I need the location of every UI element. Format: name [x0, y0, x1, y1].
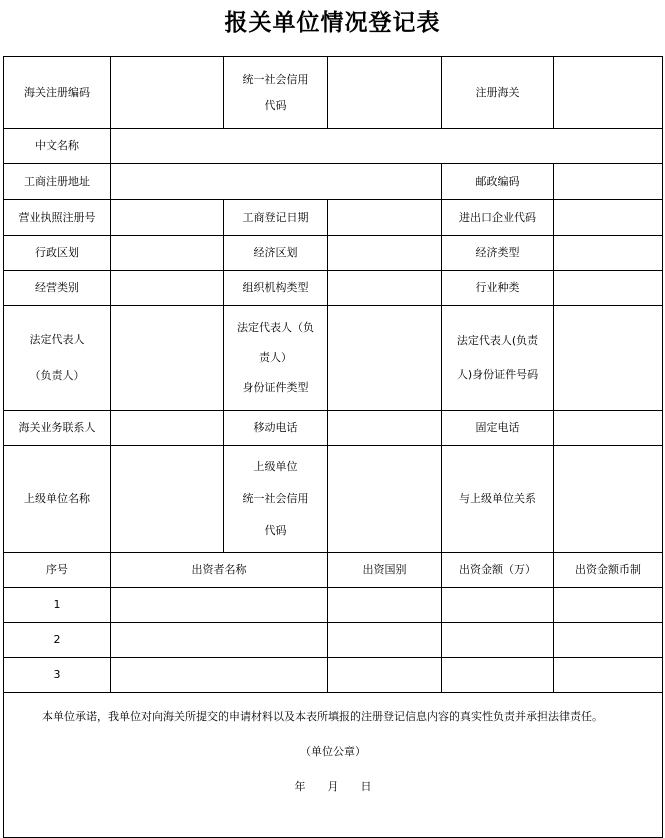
- label-operation-type: 经营类别: [4, 271, 111, 306]
- label-biz-address: 工商注册地址: [4, 164, 111, 200]
- field-investor-name[interactable]: [111, 623, 328, 658]
- label-landline: 固定电话: [442, 411, 554, 446]
- header-currency: 出资金额币制: [554, 553, 663, 588]
- field-currency[interactable]: [554, 623, 663, 658]
- field-mobile[interactable]: [328, 411, 442, 446]
- field-investor-name[interactable]: [111, 658, 328, 693]
- pledge-text: 本单位承诺，我单位对向海关所提交的申请材料以及本表所填报的注册登记信息内容的真实性负责并承担法律责任。: [42, 710, 603, 723]
- label-legal-rep: 法定代表人 （负责人）: [4, 306, 111, 411]
- field-parent-credit-code[interactable]: [328, 446, 442, 553]
- label-chinese-name: 中文名称: [4, 129, 111, 164]
- table-row: [4, 588, 663, 623]
- label-credit-code: 统一社会信用 代码: [224, 57, 328, 129]
- date-label: 年 月 日: [294, 780, 372, 793]
- header-amount: 出资金额（万）: [442, 553, 554, 588]
- table-row: [4, 623, 663, 658]
- field-postal-code[interactable]: [554, 164, 663, 200]
- field-amount[interactable]: [442, 623, 554, 658]
- field-amount[interactable]: [442, 588, 554, 623]
- field-currency[interactable]: [554, 588, 663, 623]
- label-postal-code: 邮政编码: [442, 164, 554, 200]
- field-parent-relation[interactable]: [554, 446, 663, 553]
- label-parent-name: 上级单位名称: [4, 446, 111, 553]
- row-seq: 1: [4, 588, 111, 623]
- field-country[interactable]: [328, 658, 442, 693]
- pledge-section: [4, 693, 663, 838]
- field-landline[interactable]: [554, 411, 663, 446]
- label-legal-rep-id-type: 法定代表人（负 责人） 身份证件类型: [224, 306, 328, 411]
- seal-label: （单位公章）: [300, 745, 366, 758]
- field-reg-customs[interactable]: [554, 57, 663, 129]
- field-parent-name[interactable]: [111, 446, 224, 553]
- label-parent-relation: 与上级单位关系: [442, 446, 554, 553]
- label-contact: 海关业务联系人: [4, 411, 111, 446]
- header-investor-name: 出资者名称: [111, 553, 328, 588]
- field-legal-rep[interactable]: [111, 306, 224, 411]
- field-amount[interactable]: [442, 658, 554, 693]
- row-seq: 2: [4, 623, 111, 658]
- field-org-type[interactable]: [328, 271, 442, 306]
- field-license-no[interactable]: [111, 200, 224, 236]
- field-legal-rep-id-type[interactable]: [328, 306, 442, 411]
- field-country[interactable]: [328, 623, 442, 658]
- table-row: [4, 658, 663, 693]
- field-legal-rep-id-no[interactable]: [554, 306, 663, 411]
- label-admin-region: 行政区划: [4, 236, 111, 271]
- field-econ-type[interactable]: [554, 236, 663, 271]
- field-admin-region[interactable]: [111, 236, 224, 271]
- label-econ-region: 经济区划: [224, 236, 328, 271]
- registration-form: [3, 56, 663, 838]
- label-mobile: 移动电话: [224, 411, 328, 446]
- label-parent-credit-code: 上级单位 统一社会信用 代码: [224, 446, 328, 553]
- field-econ-region[interactable]: [328, 236, 442, 271]
- label-industry: 行业种类: [442, 271, 554, 306]
- label-econ-type: 经济类型: [442, 236, 554, 271]
- label-customs-reg-code: 海关注册编码: [4, 57, 111, 129]
- field-customs-reg-code[interactable]: [111, 57, 224, 129]
- field-credit-code[interactable]: [328, 57, 442, 129]
- label-ie-code: 进出口企业代码: [442, 200, 554, 236]
- field-ie-code[interactable]: [554, 200, 663, 236]
- label-legal-rep-id-no: 法定代表人(负责 人)身份证件号码: [442, 306, 554, 411]
- field-biz-reg-date[interactable]: [328, 200, 442, 236]
- field-country[interactable]: [328, 588, 442, 623]
- label-biz-reg-date: 工商登记日期: [224, 200, 328, 236]
- field-operation-type[interactable]: [111, 271, 224, 306]
- header-country: 出资国别: [328, 553, 442, 588]
- label-reg-customs: 注册海关: [442, 57, 554, 129]
- label-org-type: 组织机构类型: [224, 271, 328, 306]
- label-license-no: 营业执照注册号: [4, 200, 111, 236]
- field-investor-name[interactable]: [111, 588, 328, 623]
- field-biz-address[interactable]: [111, 164, 442, 200]
- field-industry[interactable]: [554, 271, 663, 306]
- header-seq: 序号: [4, 553, 111, 588]
- field-currency[interactable]: [554, 658, 663, 693]
- field-chinese-name[interactable]: [111, 129, 663, 164]
- row-seq: 3: [4, 658, 111, 693]
- field-contact[interactable]: [111, 411, 224, 446]
- page-title: 报关单位情况登记表: [224, 9, 441, 36]
